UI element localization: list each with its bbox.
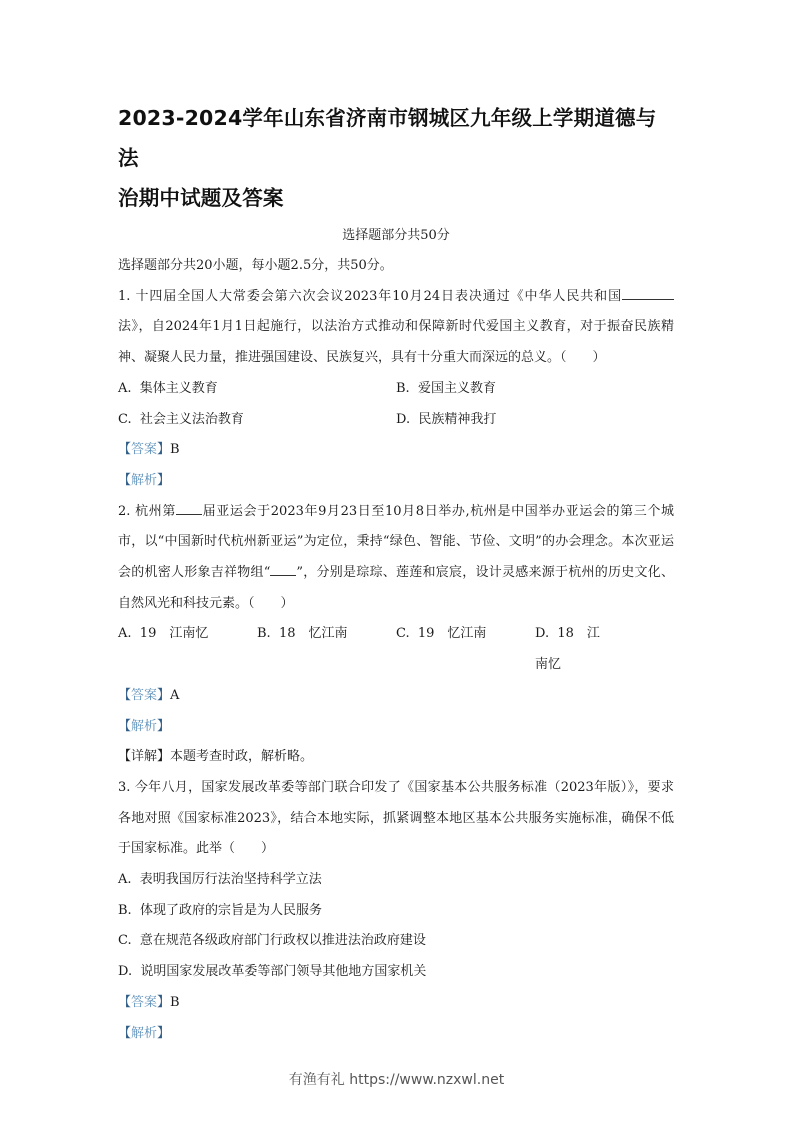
fill-blank <box>622 287 674 300</box>
option-a: A. 表明我国厉行法治坚持科学立法 <box>118 872 322 888</box>
answer-tag: 答案 <box>131 687 158 703</box>
question-text: 十四届全国人大常委会第六次会议2023年10月24日表决通过《中华人民共和国 <box>135 288 622 304</box>
answer-tag: 答案 <box>131 994 158 1010</box>
analysis-tag: 解析 <box>131 718 158 734</box>
question-3 <box>118 773 674 1049</box>
instructions: 选择题部分共20小题，每小题2.5分，共50分。 <box>118 258 393 273</box>
answer-value: B <box>170 994 180 1010</box>
options-row <box>118 619 674 680</box>
option-b: B. 体现了政府的宗旨是为人民服务 <box>118 902 322 918</box>
option-d: D. 民族精神我打 <box>396 411 497 427</box>
detail-tag: 详解 <box>131 749 158 765</box>
title-line-2: 治期中试题及答案 <box>118 186 284 210</box>
question-number: 2. <box>118 503 131 519</box>
option-d: D. 18 江南忆 <box>535 626 600 673</box>
answer-tag: 答案 <box>131 442 158 458</box>
answer-value: A <box>170 687 180 703</box>
fill-blank <box>176 502 202 515</box>
detail-text: 本题考查时政，解析略。 <box>170 749 314 765</box>
question-2 <box>118 497 674 773</box>
analysis-line: 【解析】 <box>118 472 171 488</box>
question-stem: 2. 杭州第 届亚运会于2023年9月23日至10月8日举办,杭州是中国举办亚运会的第三个城市，以“中国新时代杭州新亚运”为定位，秉持“绿色、智能、节俭、文明”的办会理念。本次亚运会的机密人形象吉祥物组“ ”，分别是琮琮、莲莲和宸宸，设计灵感来源于杭州的历史文化、自然风光和科技元素。（ ） <box>118 503 674 611</box>
question-stem <box>118 282 674 374</box>
answer-value: B <box>170 442 180 458</box>
option-a: A. 集体主义教育 <box>118 380 218 396</box>
option-c: C. 社会主义法治教育 <box>118 411 244 427</box>
footer-watermark: 有渔有礼 https://www.nzxwl.net <box>288 1072 505 1088</box>
options-row <box>118 374 674 405</box>
option-c: C. 意在规范各级政府部门行政权以推进法治政府建设 <box>118 933 426 949</box>
answer-line: 【答案】A <box>118 687 180 703</box>
option-c: C. 19 忆江南 <box>396 626 487 642</box>
option-b: B. 爱国主义教育 <box>396 380 496 396</box>
question-1 <box>118 282 674 497</box>
document-title <box>118 98 674 218</box>
question-number: 1. <box>118 288 131 304</box>
title-line-1: 2023-2024学年山东省济南市钢城区九年级上学期道德与法 <box>118 106 657 170</box>
option-a: A. 19 江南忆 <box>118 626 209 642</box>
analysis-tag: 解析 <box>131 472 158 488</box>
options-row <box>118 405 674 436</box>
analysis-line: 【解析】 <box>118 718 171 734</box>
question-number: 3. <box>118 779 131 795</box>
analysis-line: 【解析】 <box>118 1025 171 1041</box>
option-d: D. 说明国家发展改革委等部门领导其他地方国家机关 <box>118 964 427 980</box>
question-text: 法》，自2024年1月1日起施行，以法治方式推动和保障新时代爱国主义教育，对于振奋民族精神、凝聚人民力量，推进强国建设、民族复兴，具有十分重大而深远的总义。（ ） <box>118 319 674 366</box>
analysis-tag: 解析 <box>131 1025 158 1041</box>
answer-line: 【答案】B <box>118 994 180 1010</box>
question-stem: 3. 今年八月，国家发展改革委等部门联合印发了《国家基本公共服务标准（2023年版）》，要求各地对照《国家标准2023》，结合本地实际，抓紧调整本地区基本公共服务实施标准，确保不低于国家标准。此举（ ） <box>118 779 674 857</box>
option-b: B. 18 忆江南 <box>257 626 348 642</box>
document-page <box>118 98 674 1049</box>
fill-blank <box>270 563 296 576</box>
detail-line: 【详解】本题考查时政，解析略。 <box>118 749 314 765</box>
section-heading: 选择题部分共50分 <box>342 228 450 243</box>
answer-line: 【答案】B <box>118 442 180 458</box>
